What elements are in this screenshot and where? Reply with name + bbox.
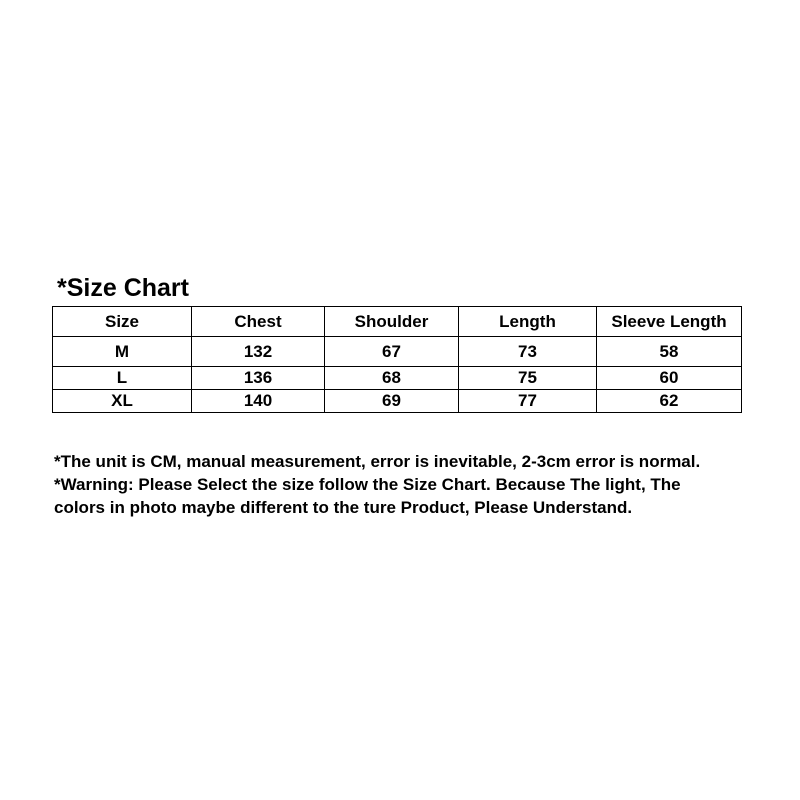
table-row bbox=[53, 390, 742, 413]
size-chart-table bbox=[52, 306, 742, 413]
cell-sleeve-length: 60 bbox=[597, 367, 742, 390]
header-shoulder: Shoulder bbox=[325, 307, 459, 337]
cell-length: 77 bbox=[459, 390, 597, 413]
cell-size: L bbox=[53, 367, 192, 390]
cell-length: 73 bbox=[459, 337, 597, 367]
cell-shoulder: 69 bbox=[325, 390, 459, 413]
table-row bbox=[53, 337, 742, 367]
cell-sleeve-length: 58 bbox=[597, 337, 742, 367]
header-size: Size bbox=[53, 307, 192, 337]
cell-sleeve-length: 62 bbox=[597, 390, 742, 413]
warning-note-continued: colors in photo maybe different to the ture Product, Please Understand. bbox=[54, 498, 633, 517]
header-sleeve-length: Sleeve Length bbox=[597, 307, 742, 337]
table-row bbox=[53, 367, 742, 390]
cell-length: 75 bbox=[459, 367, 597, 390]
size-chart-title: *Size Chart bbox=[57, 274, 189, 302]
header-chest: Chest bbox=[192, 307, 325, 337]
cell-chest: 136 bbox=[192, 367, 325, 390]
cell-chest: 132 bbox=[192, 337, 325, 367]
header-length: Length bbox=[459, 307, 597, 337]
cell-size: XL bbox=[53, 390, 192, 413]
unit-note: *The unit is CM, manual measurement, error is inevitable, 2-3cm error is normal. bbox=[54, 452, 701, 471]
cell-size: M bbox=[53, 337, 192, 367]
warning-note: *Warning: Please Select the size follow the Size Chart. Because The light, The bbox=[54, 475, 681, 494]
cell-chest: 140 bbox=[192, 390, 325, 413]
size-notes bbox=[54, 450, 754, 519]
table-header-row bbox=[53, 307, 742, 337]
cell-shoulder: 67 bbox=[325, 337, 459, 367]
cell-shoulder: 68 bbox=[325, 367, 459, 390]
